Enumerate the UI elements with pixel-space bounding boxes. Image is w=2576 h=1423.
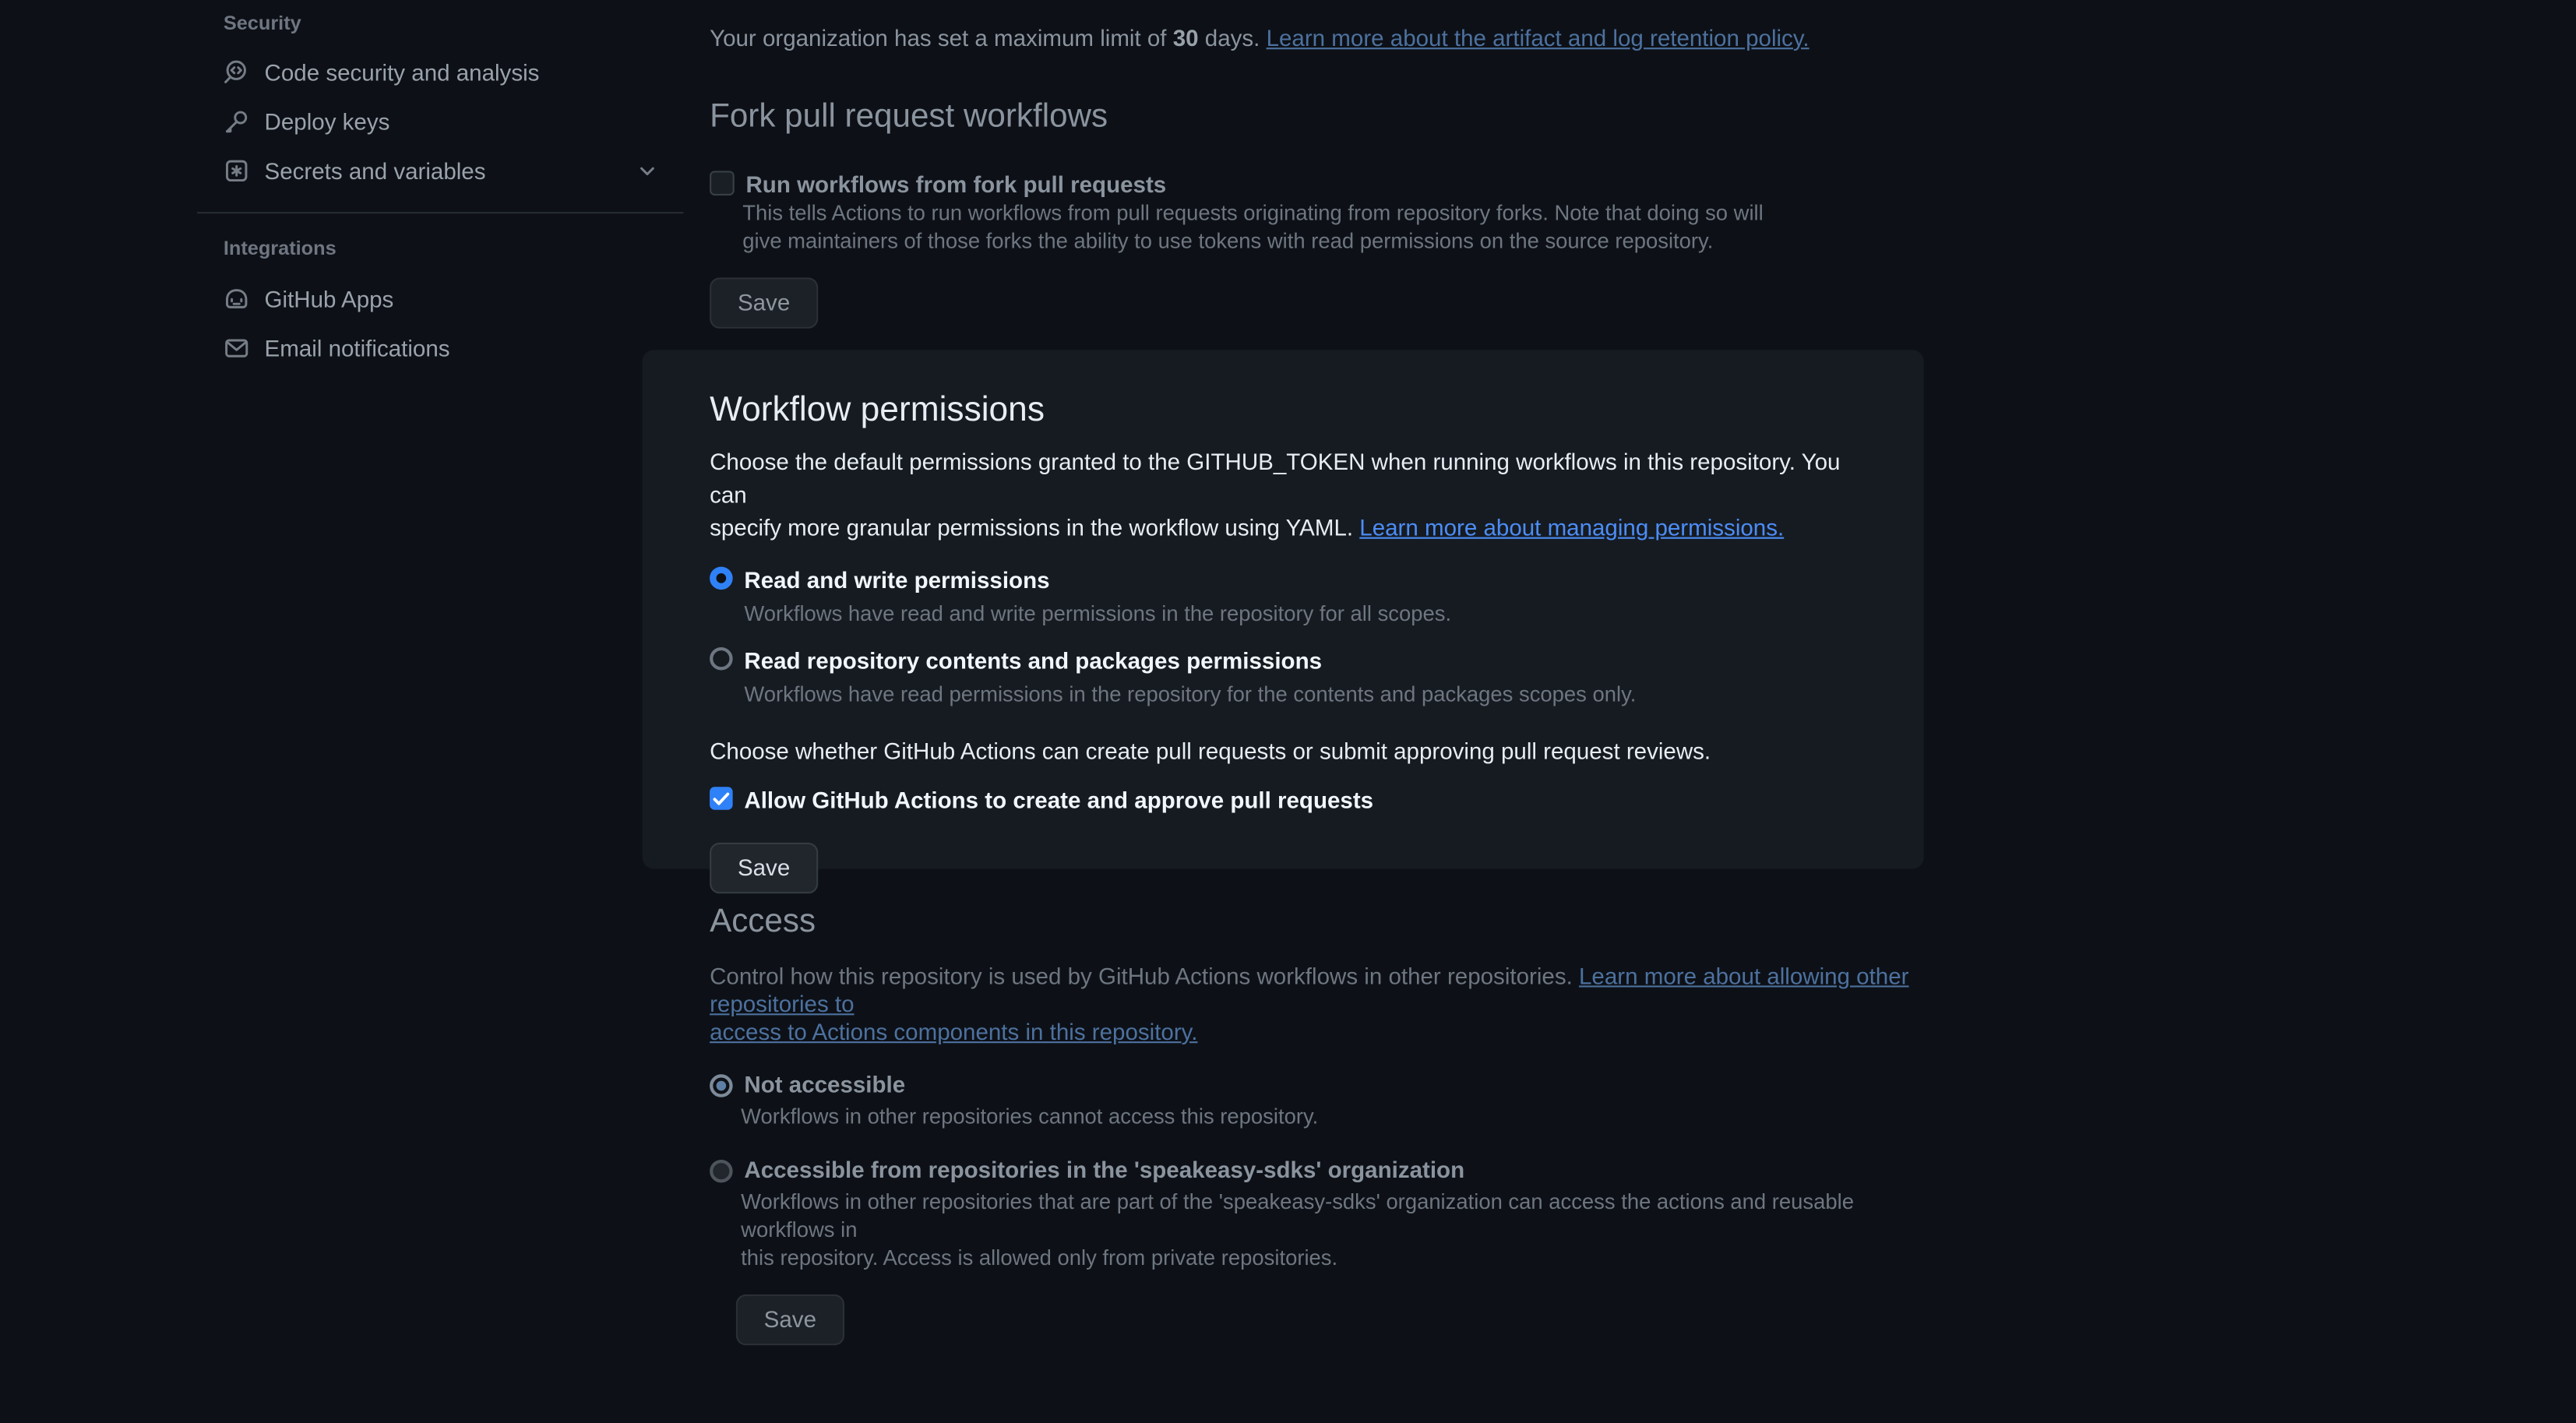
- org-accessible-radio-row[interactable]: [710, 1157, 1926, 1185]
- org-accessible-label[interactable]: Accessible from repositories in the 'speakeasy-sdks' organization: [744, 1156, 1465, 1183]
- read-write-label[interactable]: Read and write permissions: [744, 566, 1050, 594]
- allow-actions-label[interactable]: Allow GitHub Actions to create and approve pull requests: [744, 787, 1374, 813]
- sidebar-item-label: Email notifications: [264, 335, 450, 361]
- retention-note: [710, 26, 1892, 51]
- retention-note-text: Your organization has set a maximum limit of: [710, 24, 1173, 51]
- retention-days-value: 30: [1172, 24, 1199, 51]
- fork-description-line: give maintainers of those forks the ability to use tokens with read permissions on the source repository.: [742, 227, 1714, 252]
- fork-save-button[interactable]: Save: [710, 277, 818, 328]
- codescan-icon: [224, 59, 250, 86]
- workflow-permissions-save-button[interactable]: Save: [710, 843, 818, 893]
- sidebar-item-code-security[interactable]: [197, 48, 683, 97]
- read-only-radio-row[interactable]: [710, 644, 1856, 677]
- fork-checkbox-row[interactable]: [710, 167, 1926, 200]
- settings-sidebar: [197, 0, 683, 373]
- sidebar-item-deploy-keys[interactable]: [197, 97, 683, 146]
- access-section: [710, 902, 1926, 1345]
- read-write-radio[interactable]: [710, 567, 733, 590]
- managing-permissions-link[interactable]: Learn more about managing permissions.: [1359, 514, 1785, 541]
- access-save-button[interactable]: Save: [736, 1294, 844, 1345]
- key-icon: [224, 108, 250, 135]
- sidebar-security-list: [197, 48, 683, 195]
- read-write-radio-row[interactable]: [710, 563, 1856, 596]
- sidebar-item-label: Code security and analysis: [264, 58, 540, 86]
- sidebar-divider: [197, 212, 683, 213]
- org-accessible-description-line: this repository. Access is allowed only from private repositories.: [741, 1245, 1338, 1270]
- read-only-label[interactable]: Read repository contents and packages permissions: [744, 646, 1323, 674]
- not-accessible-radio-row[interactable]: [710, 1071, 1926, 1099]
- sidebar-item-label: Secrets and variables: [264, 157, 486, 185]
- access-learn-more-link-continued[interactable]: access to Actions components in this repository.: [710, 1018, 1198, 1045]
- org-accessible-radio[interactable]: [710, 1160, 733, 1183]
- read-only-radio[interactable]: [710, 647, 733, 671]
- access-intro-text: Control how this repository is used by GitHub Actions workflows in other repositories.: [710, 962, 1580, 989]
- hubot-icon: [224, 286, 250, 312]
- not-accessible-radio[interactable]: [710, 1074, 733, 1097]
- fork-description-line: This tells Actions to run workflows from pull requests originating from repository forks. Note that doing so will: [742, 200, 1764, 225]
- intro-line: Choose the default permissions granted to the GITHUB_TOKEN when running workflows in this repository. You can: [710, 448, 1841, 508]
- sidebar-item-label: Deploy keys: [264, 108, 390, 135]
- check-icon: [713, 791, 729, 805]
- access-title: Access: [710, 903, 816, 940]
- not-accessible-description: Workflows in other repositories cannot access this repository.: [741, 1104, 1319, 1129]
- read-only-description: Workflows have read permissions in the repository for the contents and packages scopes only.: [744, 682, 1637, 706]
- chevron-down-icon[interactable]: [637, 161, 657, 181]
- access-intro-line: [710, 1019, 1926, 1047]
- sidebar-item-secrets-variables[interactable]: [197, 146, 683, 195]
- fork-description: [742, 200, 1925, 255]
- sidebar-section-security: Security: [223, 11, 301, 35]
- secrets-icon: [224, 157, 250, 184]
- access-learn-more-link[interactable]: Learn more about allowing other repositories to: [710, 962, 1909, 1017]
- org-accessible-description: [741, 1188, 1926, 1272]
- mail-icon: [224, 335, 250, 361]
- fork-pr-workflows-section: [710, 97, 1926, 328]
- workflow-permissions-title: Workflow permissions: [710, 390, 1045, 429]
- sidebar-section-integrations: Integrations: [223, 236, 337, 260]
- allow-actions-checkbox-row[interactable]: [710, 784, 1856, 816]
- sidebar-item-github-apps[interactable]: [197, 274, 683, 323]
- sidebar-item-label: GitHub Apps: [264, 285, 394, 312]
- sidebar-item-email-notifications[interactable]: [197, 323, 683, 372]
- org-accessible-description-line: Workflows in other repositories that are part of the 'speakeasy-sdks' organization can access the actions and reusable workflows in: [741, 1189, 1854, 1242]
- not-accessible-label[interactable]: Not accessible: [744, 1071, 906, 1097]
- sidebar-integrations-list: [197, 274, 683, 373]
- retention-policy-link[interactable]: Learn more about the artifact and log retention policy.: [1266, 24, 1810, 51]
- workflow-permissions-card: [643, 350, 1924, 881]
- intro-line-text: specify more granular permissions in the workflow using YAML.: [710, 514, 1360, 541]
- run-workflows-label[interactable]: Run workflows from fork pull requests: [745, 171, 1167, 198]
- retention-note-suffix: days.: [1198, 24, 1267, 51]
- allow-actions-checkbox[interactable]: [710, 787, 733, 810]
- intro-line: [710, 511, 1856, 544]
- pr-choice-text: Choose whether GitHub Actions can create pull requests or submit approving pull request reviews.: [710, 737, 1711, 764]
- run-workflows-checkbox[interactable]: [710, 171, 735, 195]
- access-intro-line: [710, 963, 1926, 1019]
- access-intro: [710, 963, 1926, 1047]
- fork-section-title: Fork pull request workflows: [710, 98, 1108, 135]
- read-write-description: Workflows have read and write permissions in the repository for all scopes.: [744, 601, 1452, 626]
- workflow-permissions-intro: [710, 446, 1856, 544]
